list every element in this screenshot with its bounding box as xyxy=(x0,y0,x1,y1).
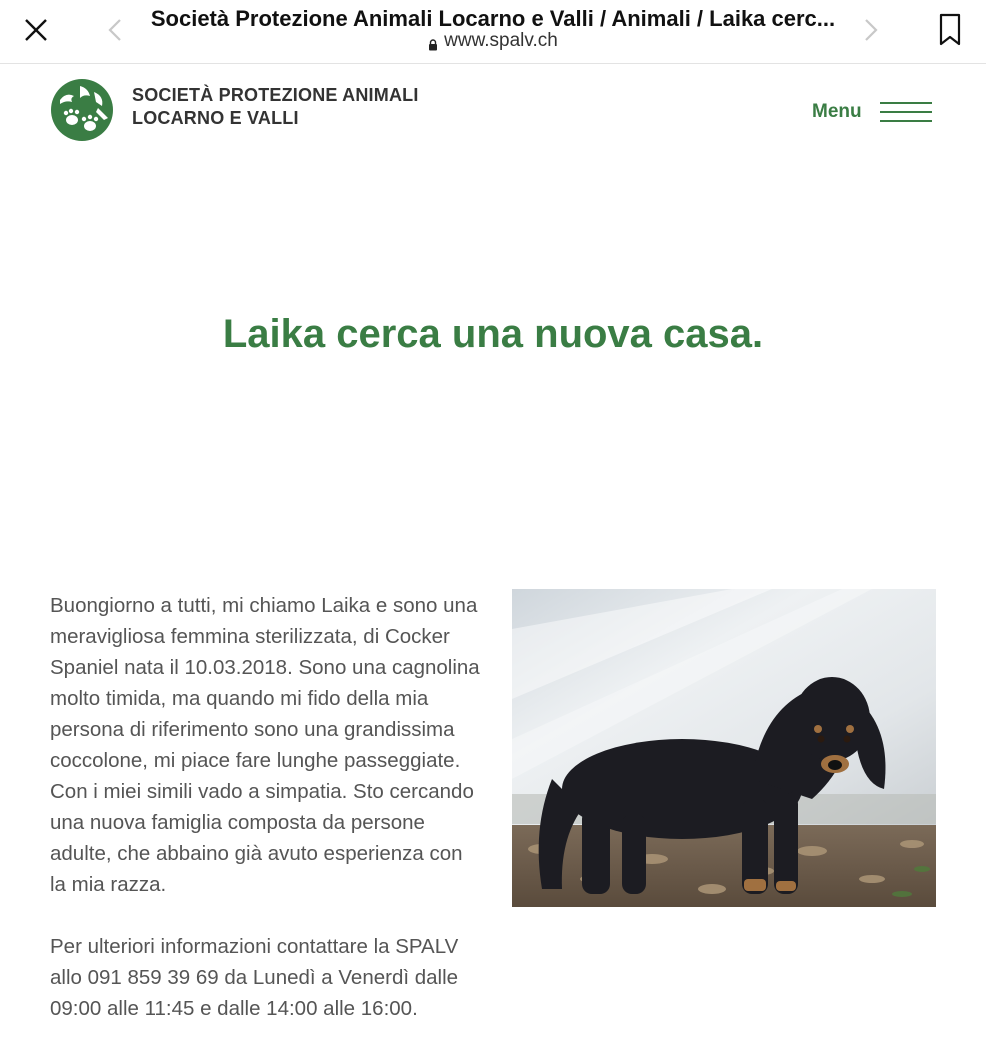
browser-toolbar xyxy=(0,0,986,64)
site-logo[interactable] xyxy=(50,78,114,142)
url-bar[interactable] xyxy=(140,30,846,52)
article-headline: Laika cerca una nuova casa. xyxy=(222,312,764,356)
menu-button[interactable] xyxy=(812,96,938,128)
hamburger-icon xyxy=(880,100,932,124)
lock-icon xyxy=(428,35,438,47)
article-paragraph-1: Buongiorno a tutti, mi chiamo Laika e sono una meravigliosa femmina sterilizzata, di Cocker Spaniel nata il 10.03.2018. Sono una cagnolina molto timida, ma quando mi fido della mia persona di riferimento sono una grandissima coccolone, mi piace fare lunghe passeggiate. Con i miei simili vado a simpatia. Sto cercando una nuova famiglia composta da persone adulte, che abbaino già avuto esperienza con la mia razza. xyxy=(50,594,480,896)
article-body xyxy=(50,590,480,1055)
page-title: Società Protezione Animali Locarno e Valli / Animali / Laika cerc... xyxy=(150,6,836,31)
back-chevron-icon[interactable] xyxy=(102,14,130,46)
close-icon[interactable] xyxy=(20,14,52,46)
menu-label: Menu xyxy=(812,101,862,122)
forward-chevron-icon[interactable] xyxy=(856,14,884,46)
site-name[interactable] xyxy=(132,84,419,130)
article-paragraph-2: Per ulteriori informazioni contattare la SPALV allo 091 859 39 69 da Lunedì a Venerdì dalle 09:00 alle 11:45 e dalle 14:00 alle 16:00. xyxy=(50,935,459,1020)
site-name-line-2: LOCARNO E VALLI xyxy=(132,108,299,128)
url-text: www.spalv.ch xyxy=(444,30,558,51)
site-name-line-1: SOCIETÀ PROTEZIONE ANIMALI xyxy=(132,85,419,105)
dog-photo xyxy=(512,589,936,907)
bookmark-icon[interactable] xyxy=(934,12,966,48)
